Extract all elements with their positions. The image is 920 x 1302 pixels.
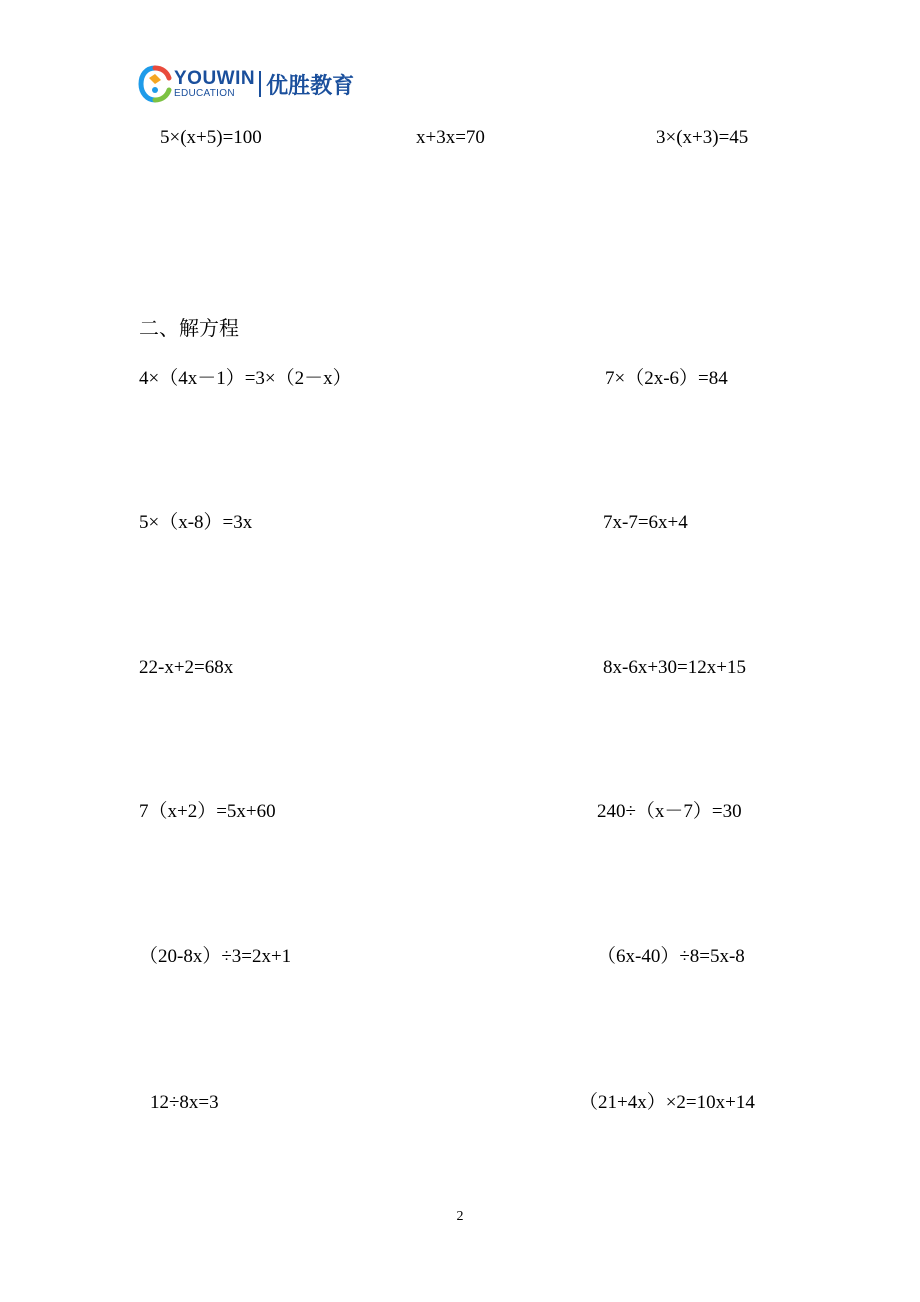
top-equation-3: 3×(x+3)=45	[656, 127, 749, 148]
logo-english	[174, 69, 255, 99]
logo-en-bottom: EDUCATION	[174, 88, 235, 99]
logo-en-top: YOUWIN	[174, 68, 256, 89]
top-equation-1: 5×(x+5)=100	[160, 127, 262, 148]
equation-item: 7（x+2）=5x+60	[139, 801, 276, 822]
equation-item: 12÷8x=3	[150, 1092, 219, 1113]
equation-item: （20-8x）÷3=2x+1	[139, 946, 292, 967]
equation-item: 8x-6x+30=12x+15	[603, 657, 746, 678]
section-title: 二、解方程	[139, 316, 239, 340]
equation-item: 7x-7=6x+4	[603, 512, 688, 533]
equation-item: 5×（x-8）=3x	[139, 512, 253, 533]
equation-item: （21+4x）×2=10x+14	[579, 1092, 755, 1113]
equation-item: 240÷（x－7）=30	[597, 801, 742, 822]
logo-chinese: 优胜教育	[266, 73, 355, 99]
equation-item: 4×（4x－1）=3×（2－x）	[139, 368, 352, 389]
youwin-logo-icon	[138, 64, 172, 104]
brand-logo	[138, 64, 364, 104]
equation-item: 22-x+2=68x	[139, 657, 234, 678]
equation-item: 7×（2x-6）=84	[605, 368, 728, 389]
logo-divider	[259, 71, 261, 97]
equation-item: （6x-40）÷8=5x-8	[597, 946, 745, 967]
page-number: 2	[456, 1209, 464, 1224]
top-equation-2: x+3x=70	[416, 127, 485, 148]
